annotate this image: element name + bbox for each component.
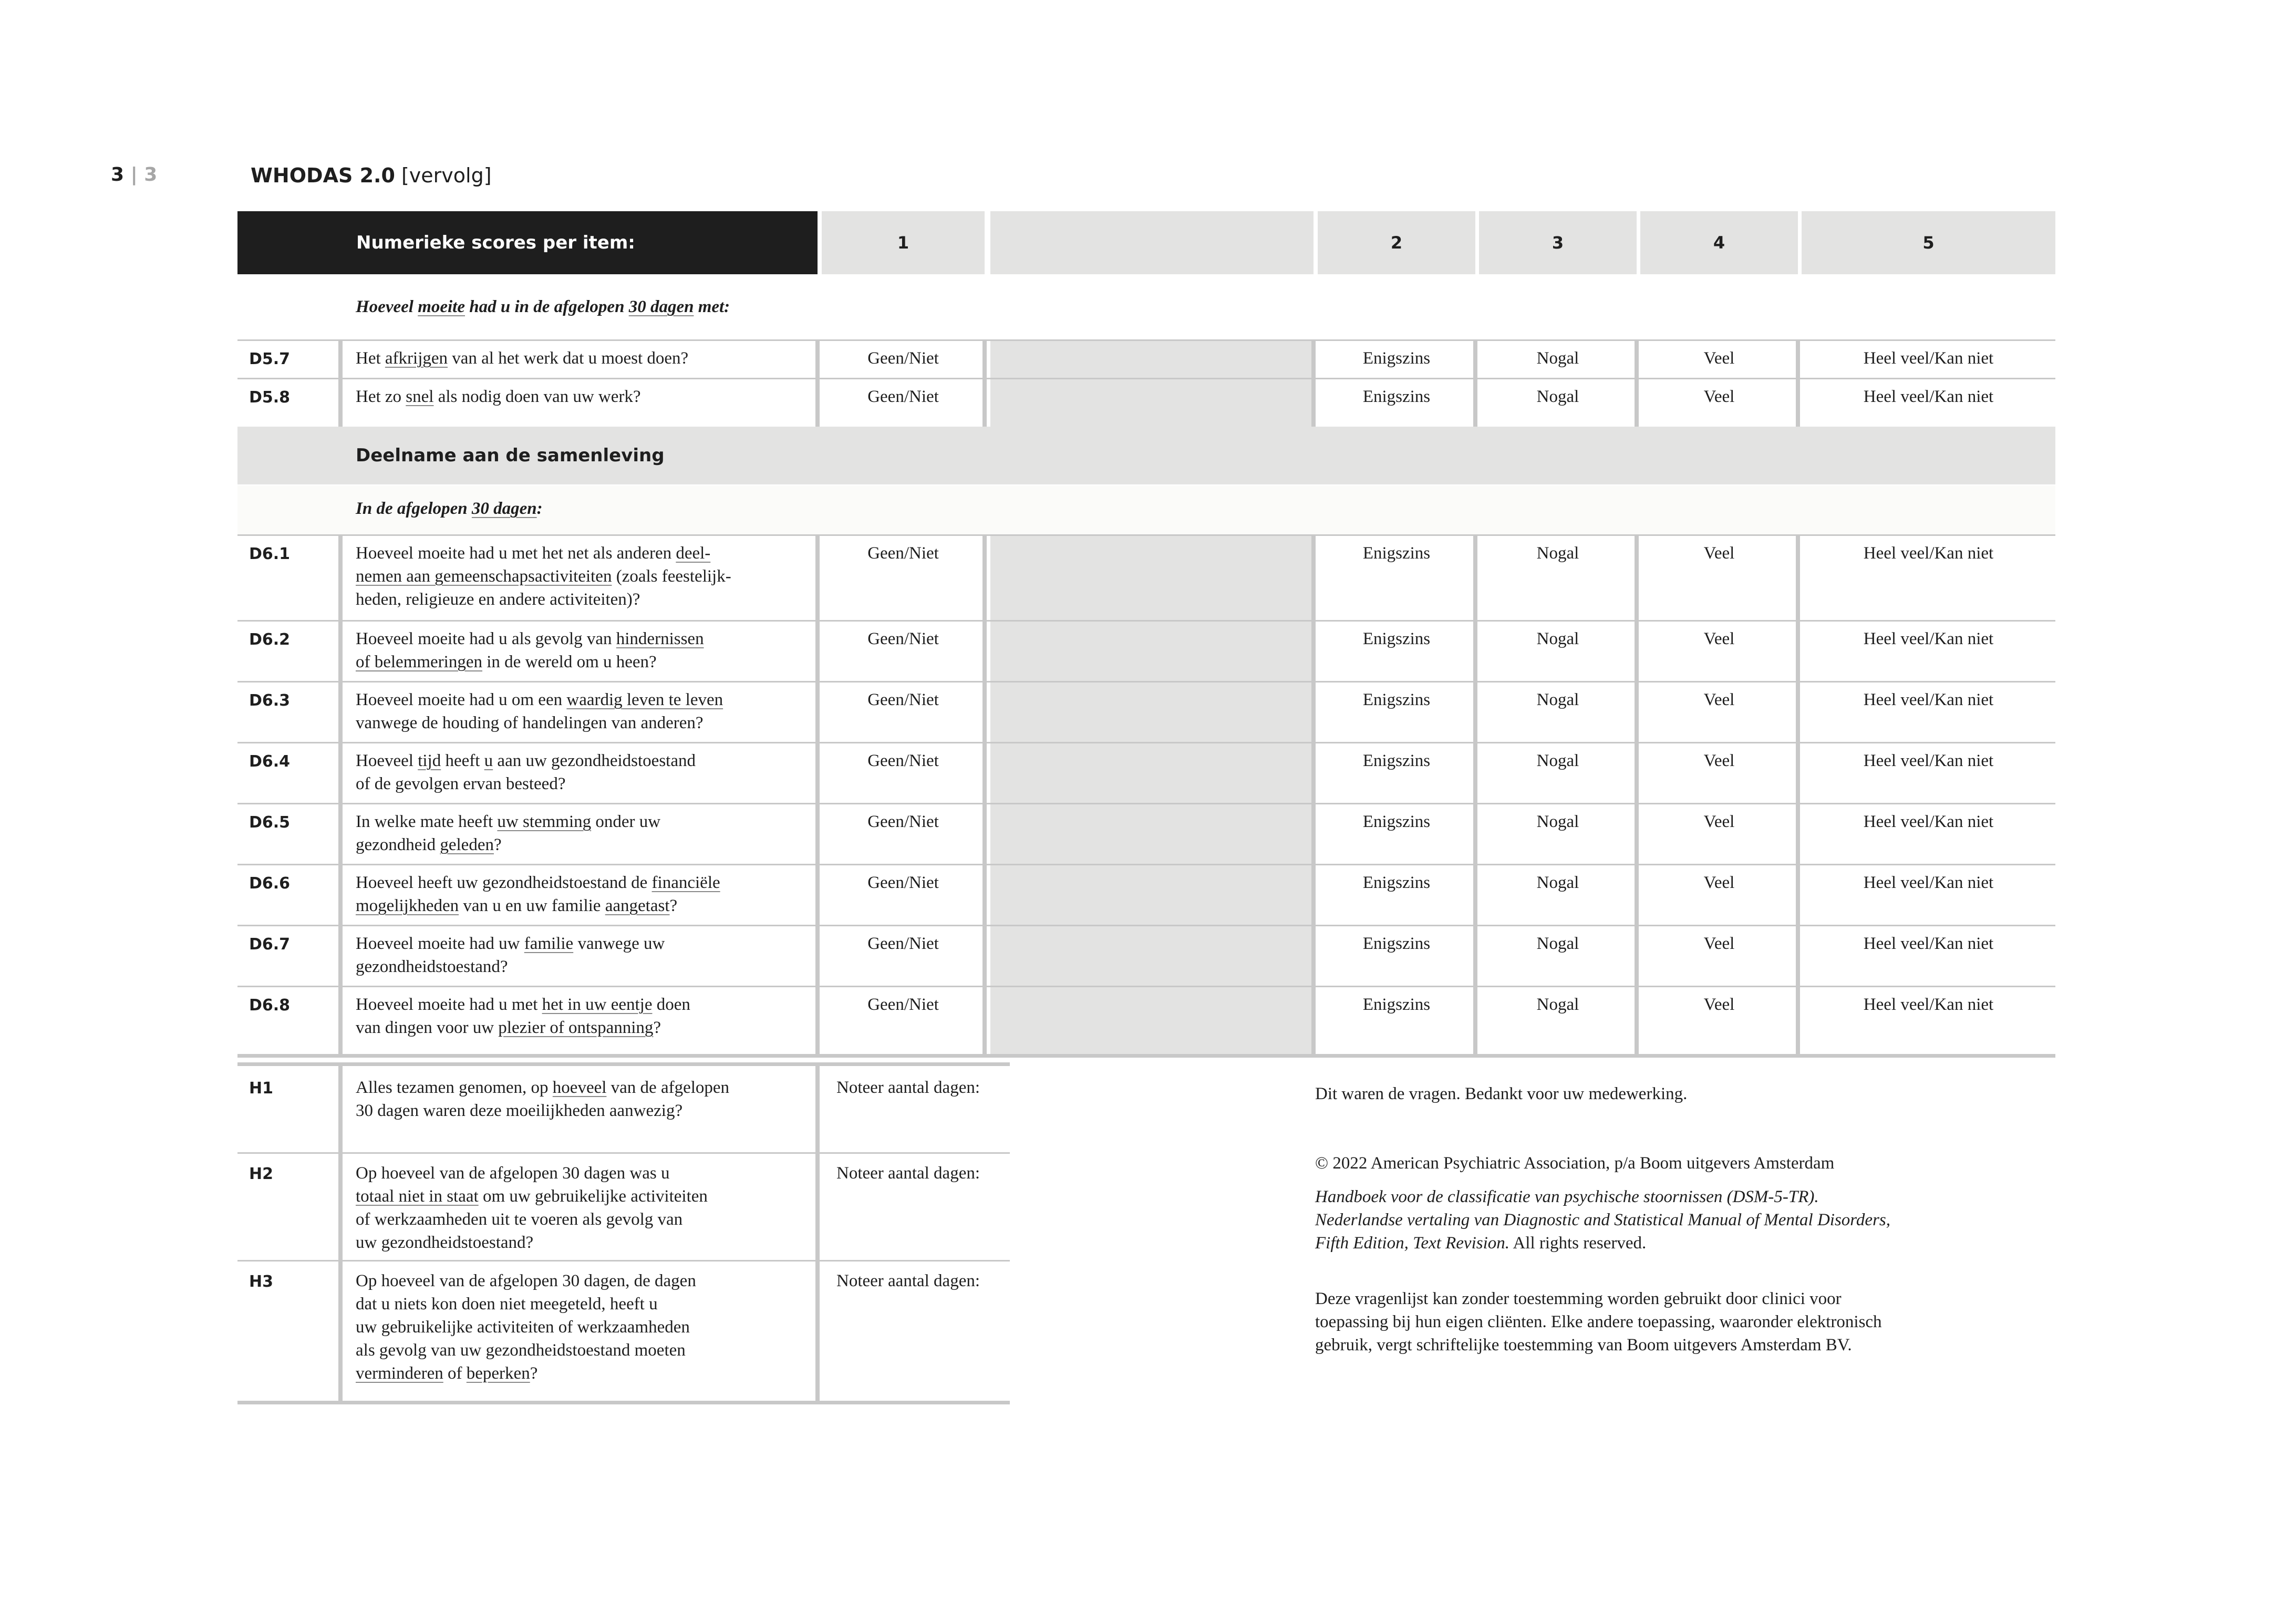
d5-1-answer-5[interactable]: Heel veel/Kan niet [1863, 387, 1994, 406]
d5-1-answer-2[interactable]: Enigszins [1362, 387, 1431, 406]
d6-6-answer-5[interactable]: Heel veel/Kan niet [1863, 934, 1994, 953]
d6-col-sep-4 [1473, 534, 1477, 1056]
h-code: H2 [249, 1165, 273, 1183]
h-question-line: of werkzaamheden uit te voeren als gevolg van [356, 1210, 683, 1229]
d6-question-line: Hoeveel moeite had u om een waardig leven te leven [356, 690, 723, 709]
score-3: 3 [1552, 233, 1564, 253]
d6-col-sep-3 [1311, 534, 1316, 1056]
d6-code: D6.3 [249, 691, 291, 710]
d6-question-line: vanwege de houding of handelingen van anderen? [356, 714, 704, 732]
d6-2-answer-3[interactable]: Nogal [1536, 690, 1579, 709]
d6-col-sep-6 [1796, 534, 1800, 1056]
d6-4-answer-2[interactable]: Enigszins [1362, 812, 1431, 831]
permission-line-2: toepassing bij hun eigen cliënten. Elke andere toepassing, waaronder elektronisch [1315, 1312, 1882, 1331]
d6-question-line: Hoeveel heeft uw gezondheidstoestand de financiële [356, 873, 720, 892]
d6-3-answer-1[interactable]: Geen/Niet [867, 751, 939, 770]
section-title: Deelname aan de samenleving [356, 445, 665, 466]
d6-2-answer-2[interactable]: Enigszins [1362, 690, 1431, 709]
d6-question-line: nemen aan gemeenschapsactiviteiten (zoals feestelijk- [356, 567, 731, 586]
score-header-label: Numerieke scores per item: [356, 232, 635, 253]
permission-line-1: Deze vragenlijst kan zonder toestemming worden gebruikt door clinici voor [1315, 1289, 1842, 1308]
section-band [237, 427, 2055, 484]
h-row-line-1 [237, 1152, 1010, 1154]
closing-text: Dit waren de vragen. Bedankt voor uw medewerking. [1315, 1084, 1688, 1103]
d6-row-line-3 [237, 742, 2055, 743]
h-top-line [237, 1062, 1010, 1066]
page-title [251, 164, 492, 187]
d6-0-answer-3[interactable]: Nogal [1536, 544, 1579, 563]
d6-1-answer-5[interactable]: Heel veel/Kan niet [1863, 629, 1994, 648]
d6-0-answer-5[interactable]: Heel veel/Kan niet [1863, 544, 1994, 563]
d6-row-line-4 [237, 803, 2055, 804]
d6-7-answer-2[interactable]: Enigszins [1362, 995, 1431, 1014]
d6-question-line: In welke mate heeft uw stemming onder uw [356, 812, 661, 831]
d6-1-answer-1[interactable]: Geen/Niet [867, 629, 939, 648]
d6-3-answer-5[interactable]: Heel veel/Kan niet [1863, 751, 1994, 770]
copyright-rights: All rights reserved. [1513, 1234, 1647, 1253]
d6-question-line: Hoeveel moeite had u met het net als anderen deel- [356, 544, 711, 563]
d6-2-answer-5[interactable]: Heel veel/Kan niet [1863, 690, 1994, 709]
d6-code: D6.5 [249, 813, 291, 832]
d6-question-line: Hoeveel moeite had uw familie vanwege uw [356, 934, 665, 953]
d6-code: D6.1 [249, 545, 291, 563]
title-main: WHODAS 2.0 [251, 164, 395, 187]
d6-1-answer-2[interactable]: Enigszins [1362, 629, 1431, 648]
d6-question-line: of de gevolgen ervan besteed? [356, 774, 566, 793]
h-question-line: verminderen of beperken? [356, 1364, 538, 1383]
d5-0-answer-4[interactable]: Veel [1703, 349, 1735, 368]
score-4: 4 [1713, 233, 1725, 253]
d6-0-answer-1[interactable]: Geen/Niet [867, 544, 939, 563]
h-col-sep-0 [338, 1066, 343, 1403]
h-code: H3 [249, 1273, 273, 1291]
d6-4-answer-3[interactable]: Nogal [1536, 812, 1579, 831]
d6-4-answer-4[interactable]: Veel [1703, 812, 1735, 831]
d6-question-line: of belemmeringen in de wereld om u heen? [356, 653, 657, 671]
d5-0-answer-5[interactable]: Heel veel/Kan niet [1863, 349, 1994, 368]
d6-col-sep-5 [1635, 534, 1639, 1056]
d6-4-answer-5[interactable]: Heel veel/Kan niet [1863, 812, 1994, 831]
d6-6-answer-4[interactable]: Veel [1703, 934, 1735, 953]
d6-5-answer-5[interactable]: Heel veel/Kan niet [1863, 873, 1994, 892]
d5-1-answer-1[interactable]: Geen/Niet [867, 387, 939, 406]
d5-top-line [237, 339, 2055, 341]
d5-1-answer-3[interactable]: Nogal [1536, 387, 1579, 406]
d5-1-answer-4[interactable]: Veel [1703, 387, 1735, 406]
days-input-label[interactable]: Noteer aantal dagen: [836, 1164, 980, 1183]
h-code: H1 [249, 1079, 273, 1098]
d6-col-sep-0 [338, 534, 343, 1056]
d6-3-answer-2[interactable]: Enigszins [1362, 751, 1431, 770]
d5-intro: Hoeveel moeite had u in de afgelopen 30 dagen met: [356, 297, 730, 316]
d6-7-answer-4[interactable]: Veel [1703, 995, 1735, 1014]
d5-0-answer-2[interactable]: Enigszins [1362, 349, 1431, 368]
score-1: 1 [897, 233, 909, 253]
d5-code: D5.8 [249, 388, 291, 407]
d5-code: D5.7 [249, 350, 291, 368]
d6-row-line-2 [237, 681, 2055, 683]
d6-3-answer-4[interactable]: Veel [1703, 751, 1735, 770]
d6-row-line-1 [237, 620, 2055, 622]
h-question-line: 30 dagen waren deze moeilijkheden aanwezig? [356, 1101, 683, 1120]
h-question-line: als gevolg van uw gezondheidstoestand moeten [356, 1341, 686, 1360]
d5-question: Het zo snel als nodig doen van uw werk? [356, 387, 641, 406]
d6-code: D6.7 [249, 935, 291, 954]
d5-col-sep-0 [338, 339, 343, 427]
d6-code: D6.8 [249, 996, 291, 1015]
copyright-edition [1315, 1232, 1646, 1255]
page-number: 3 | 3 [111, 164, 158, 185]
d6-row-line-7 [237, 986, 2055, 987]
d6-2-answer-1[interactable]: Geen/Niet [867, 690, 939, 709]
d6-2-answer-4[interactable]: Veel [1703, 690, 1735, 709]
h-question-line: dat u niets kon doen niet meegeteld, heeft u [356, 1295, 658, 1314]
title-suffix: [vervolg] [401, 164, 492, 187]
days-input-label[interactable]: Noteer aantal dagen: [836, 1271, 980, 1290]
page-total: 3 [144, 164, 158, 185]
copyright-edition-italic: Fifth Edition, Text Revision. [1315, 1234, 1509, 1253]
d6-row-line-5 [237, 864, 2055, 865]
permission-line-3: gebruik, vergt schriftelijke toestemming van Boom uitgevers Amsterdam BV. [1315, 1336, 1852, 1354]
d6-question-line: heden, religieuze en andere activiteiten)? [356, 590, 640, 609]
score-5: 5 [1922, 233, 1935, 253]
d5-question: Het afkrijgen van al het werk dat u moest doen? [356, 349, 689, 368]
d6-7-answer-1[interactable]: Geen/Niet [867, 995, 939, 1014]
d6-code: D6.6 [249, 874, 291, 893]
d6-bottom-line [237, 1054, 2055, 1058]
section-intro: In de afgelopen 30 dagen: [356, 499, 543, 518]
d6-1-answer-3[interactable]: Nogal [1536, 629, 1579, 648]
d6-6-answer-3[interactable]: Nogal [1536, 934, 1579, 953]
d5-0-answer-3[interactable]: Nogal [1536, 349, 1579, 368]
d6-question-line: Hoeveel moeite had u met het in uw eentje doen [356, 995, 690, 1014]
h-question-line: totaal niet in staat om uw gebruikelijke activiteiten [356, 1187, 708, 1206]
page-current: 3 [111, 164, 125, 185]
d6-6-answer-2[interactable]: Enigszins [1362, 934, 1431, 953]
d6-row-line-6 [237, 925, 2055, 926]
d6-5-answer-4[interactable]: Veel [1703, 873, 1735, 892]
h-bottom-line [237, 1401, 1010, 1404]
copyright-line: © 2022 American Psychiatric Association, p/a Boom uitgevers Amsterdam [1315, 1154, 1835, 1173]
d5-0-answer-1[interactable]: Geen/Niet [867, 349, 939, 368]
score-2: 2 [1390, 233, 1403, 253]
d6-4-answer-1[interactable]: Geen/Niet [867, 812, 939, 831]
d5-row-line [237, 378, 2055, 379]
d6-0-answer-4[interactable]: Veel [1703, 544, 1735, 563]
h-question-line: uw gebruikelijke activiteiten of werkzaamheden [356, 1318, 690, 1337]
d6-5-answer-3[interactable]: Nogal [1536, 873, 1579, 892]
d6-1-answer-4[interactable]: Veel [1703, 629, 1735, 648]
d6-question-line: Hoeveel moeite had u als gevolg van hindernissen [356, 629, 704, 648]
d5-col-sep-3 [1311, 339, 1316, 427]
score-header-label-cell [237, 211, 818, 274]
d6-question-line: mogelijkheden van u en uw familie aangetast? [356, 896, 678, 915]
h-question-line: Op hoeveel van de afgelopen 30 dagen was u [356, 1164, 670, 1183]
blank-column-d5 [990, 339, 1314, 427]
d6-5-answer-1[interactable]: Geen/Niet [867, 873, 939, 892]
d6-code: D6.2 [249, 630, 291, 649]
d6-question-line: Hoeveel tijd heeft u aan uw gezondheidstoestand [356, 751, 696, 770]
h-question-line: Op hoeveel van de afgelopen 30 dagen, de dagen [356, 1271, 696, 1290]
h-question-line: uw gezondheidstoestand? [356, 1233, 534, 1252]
days-input-label[interactable]: Noteer aantal dagen: [836, 1078, 980, 1097]
d6-0-answer-2[interactable]: Enigszins [1362, 544, 1431, 563]
d6-code: D6.4 [249, 752, 291, 771]
d6-question-line: gezondheid geleden? [356, 835, 502, 854]
score-header-cell-blank [990, 211, 1314, 274]
d6-6-answer-1[interactable]: Geen/Niet [867, 934, 939, 953]
h-question-line: Alles tezamen genomen, op hoeveel van de afgelopen [356, 1078, 730, 1097]
h-row-line-2 [237, 1260, 1010, 1262]
d6-7-answer-3[interactable]: Nogal [1536, 995, 1579, 1014]
blank-column-d6 [990, 534, 1314, 1056]
d6-question-line: gezondheidstoestand? [356, 957, 508, 976]
d6-col-sep-2 [982, 534, 987, 1056]
d6-5-answer-2[interactable]: Enigszins [1362, 873, 1431, 892]
copyright-translation: Nederlandse vertaling van Diagnostic and Statistical Manual of Mental Disorders, [1315, 1211, 1891, 1229]
d6-7-answer-5[interactable]: Heel veel/Kan niet [1863, 995, 1994, 1014]
copyright-book-title: Handboek voor de classificatie van psychische stoornissen (DSM-5-TR). [1315, 1187, 1819, 1206]
d6-question-line: van dingen voor uw plezier of ontspanning? [356, 1018, 661, 1037]
d6-row-line-0 [237, 534, 2055, 536]
d6-3-answer-3[interactable]: Nogal [1536, 751, 1579, 770]
